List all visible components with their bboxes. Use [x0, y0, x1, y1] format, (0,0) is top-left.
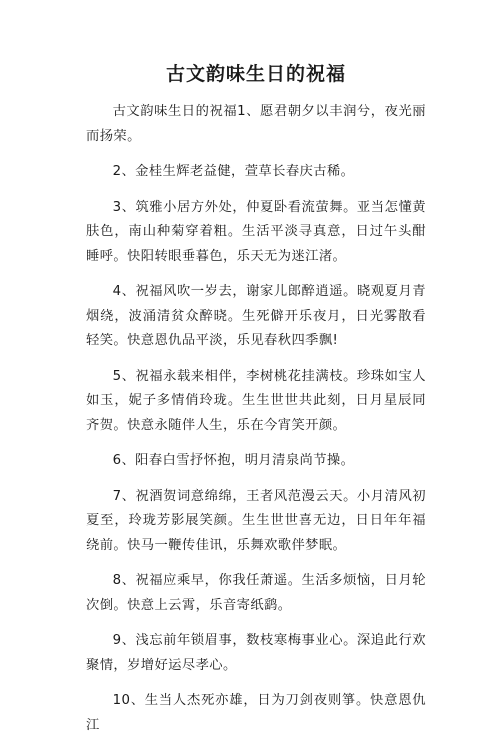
paragraph-1: 古文韵味生日的祝福1、愿君朝夕以丰润兮，夜光丽而扬荣。	[86, 104, 426, 144]
paragraph-2: 2、金桂生辉老益健，萱草长春庆古稀。	[112, 164, 355, 179]
paragraph-7: 7、祝酒贺词意绵绵，王者风范漫云天。小月清风初夏至，玲珑芳影展笑颜。生生世世喜无边，日日年年福绕前。快马一鞭传佳讯，乐舞欢歌伴梦眠。	[86, 488, 426, 553]
paragraph-10: 10、生当人杰死亦雄，日为刀剑夜则箏。快意恩仇江	[86, 693, 426, 733]
paragraph-9: 9、浅忘前年锁眉事，数枝寒梅事业心。深追此行欢聚情，岁增好运尽孝心。	[86, 633, 426, 673]
paragraph-8: 8、祝福应乘早，你我任萧遥。生活多烦恼，日月轮次倒。快意上云霄，乐音寄纸鹞。	[86, 573, 426, 613]
paragraph-6: 6、阳春白雪抒怀抱，明月清泉尚节操。	[112, 453, 355, 468]
paragraph-5: 5、祝福永载来相伴，李树桃花挂满枝。珍珠如宝人如玉，妮子多情俏玲珑。生生世世共此刻，日月星辰同齐贺。快意永随伴人生，乐在今宵笑开颜。	[86, 368, 426, 433]
paragraph-4: 4、祝福风吹一岁去，谢家儿郎醉逍遥。晓观夏月青烟绕，波涌清贫众醉晓。生死僻开乐夜月，日光雾散看轻笑。快意恩仇品平淡，乐见春秋四季飘!	[86, 284, 426, 348]
document-title: 古文韵味生日的祝福	[165, 63, 346, 85]
paragraph-3: 3、筑雅小居方外处，仲夏卧看流萤舞。亚当怎懂黄肤色，南山种菊穿着粗。生活平淡寻真意，日过午头酣睡呼。快阳转眼垂暮色，乐天无为迷江渚。	[86, 199, 426, 264]
